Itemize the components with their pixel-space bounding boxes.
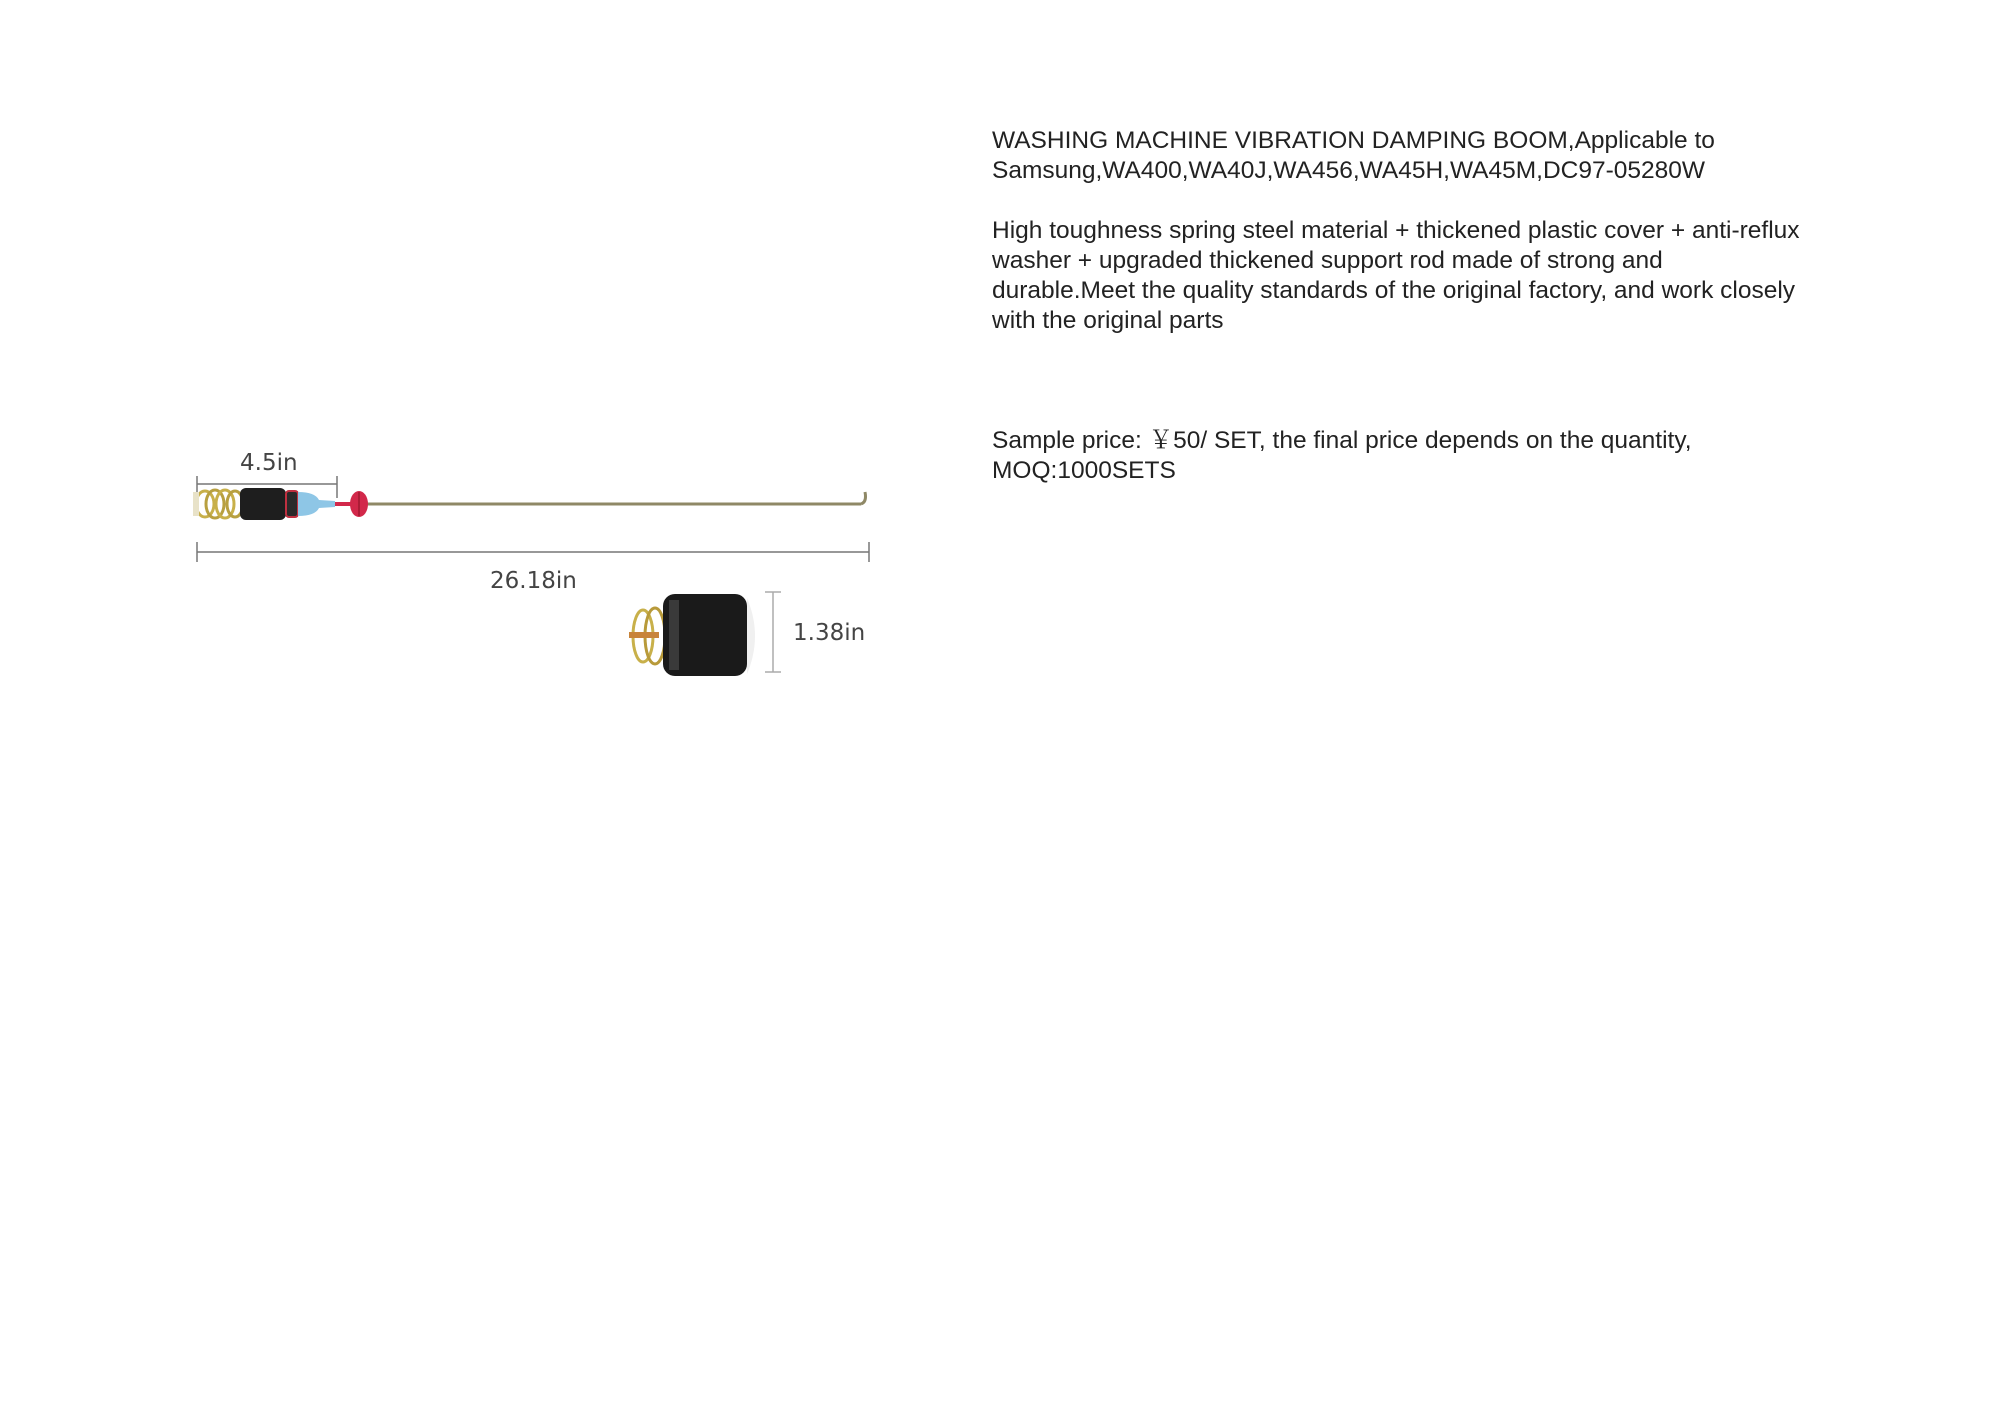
diameter-dimension (765, 592, 781, 672)
washer-icon (298, 492, 335, 516)
rod (363, 492, 866, 504)
total-length-label: 26.18in (490, 568, 577, 594)
product-figure (185, 440, 885, 690)
product-description: High toughness spring steel material + thickened plastic cover + anti-reflux washer + upgraded thickened support rod made of strong and durable.Meet the quality standards of the original factory, and work closely with the original parts (992, 217, 1800, 334)
damper-collar (286, 491, 298, 517)
cap-icon (335, 491, 368, 517)
product-title: WASHING MACHINE VIBRATION DAMPING BOOM,Applicable to Samsung,WA400,WA40J,WA456,WA45H,WA45M,DC97-05280W (992, 127, 1715, 184)
spring-icon (193, 490, 243, 518)
pricing-info: Sample price: ￥50/ SET, the final price depends on the quantity, MOQ:1000SETS (992, 427, 1692, 484)
damper-rod-diagram (185, 440, 885, 690)
short-length-label: 4.5in (240, 450, 298, 476)
damper-closeup (629, 594, 755, 676)
diameter-label: 1.38in (793, 620, 866, 646)
product-text (992, 126, 1872, 486)
damper-body (240, 488, 286, 520)
total-dimension (197, 542, 869, 562)
